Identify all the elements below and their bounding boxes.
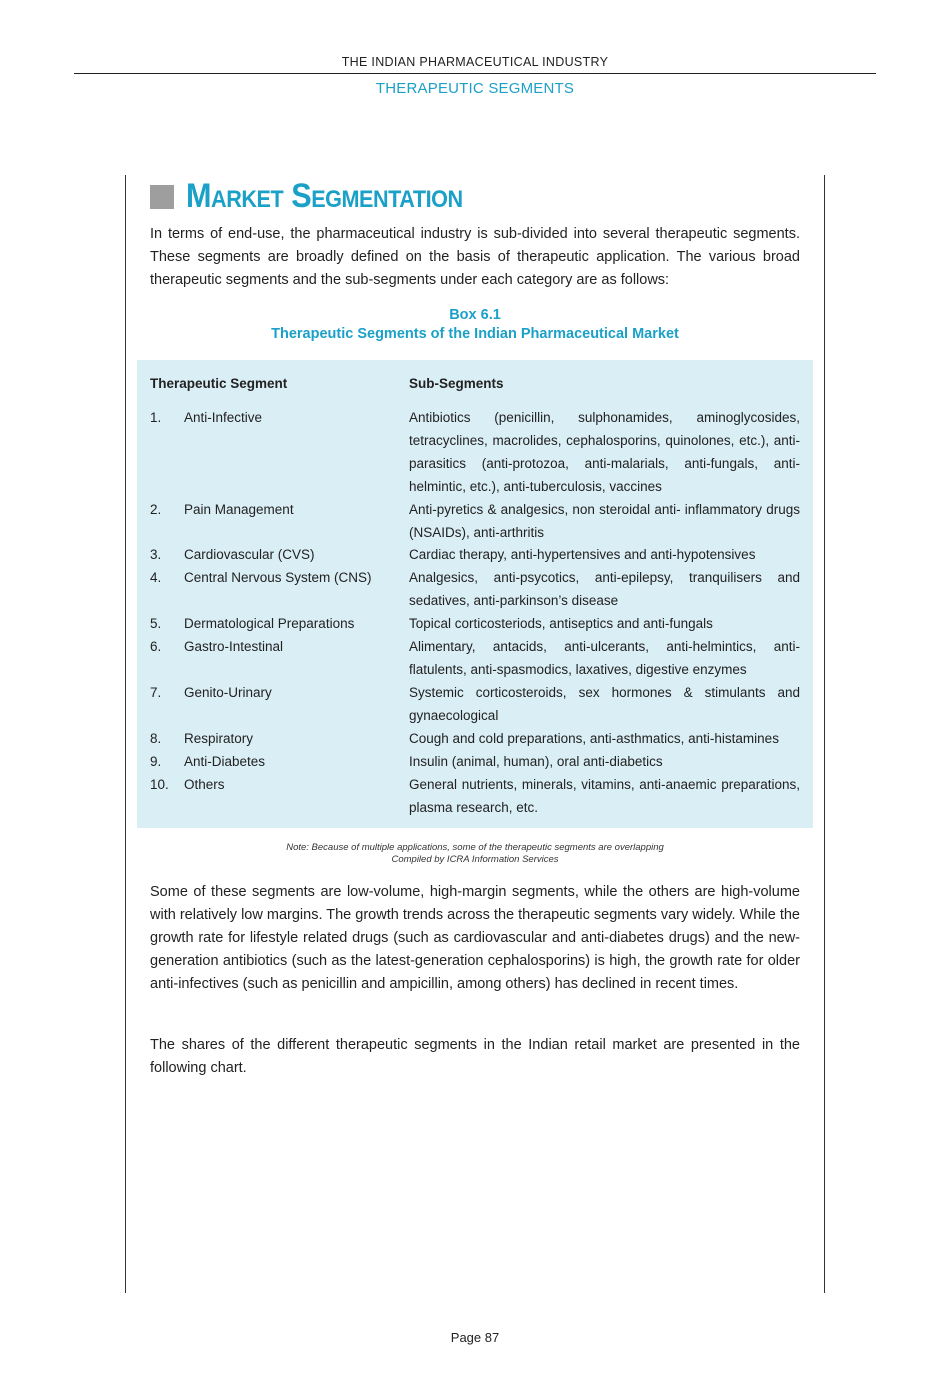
row-subsegments: Systemic corticosteroids, sex hormones & stimulants and gynaecological — [409, 685, 800, 723]
row-segment: Others — [184, 777, 225, 792]
title-square-icon — [150, 185, 174, 209]
box-caption: Therapeutic Segments of the Indian Pharmaceutical Market — [271, 326, 679, 342]
box-source: Compiled by ICRA Information Services — [391, 854, 559, 865]
left-margin-rule — [125, 175, 126, 1293]
body-paragraph: Some of these segments are low-volume, high-margin segments, while the others are high-volume with relatively low margins. The growth trends across the therapeutic segments vary widely. While the growth rate for lifestyle related drugs (such as cardiovascular and anti-diabetes drugs) and the new-generation antibiotics (such as the latest-generation cephalosporins) is high, the growth rate for older anti-infectives (such as penicillin and ampicillin, among others) has declined in recent times. — [150, 884, 800, 992]
row-number: 1. — [150, 410, 162, 425]
row-number: 5. — [150, 616, 162, 631]
row-number: 3. — [150, 547, 162, 562]
row-segment: Anti-Infective — [184, 410, 263, 425]
row-subsegments: Insulin (animal, human), oral anti-diabetics — [409, 754, 663, 769]
row-subsegments: Cough and cold preparations, anti-asthmatics, anti-histamines — [409, 731, 779, 746]
row-segment: Genito-Urinary — [184, 685, 272, 700]
row-number: 4. — [150, 570, 162, 585]
row-subsegments: Topical corticosteriods, antiseptics and anti-fungals — [409, 616, 713, 631]
box-note: Note: Because of multiple applications, some of the therapeutic segments are overlapping — [286, 842, 664, 853]
row-subsegments: Analgesics, anti-psycotics, anti-epilepsy, tranquilisers and sedatives, anti-parkinson’s disease — [409, 570, 800, 608]
row-segment: Central Nervous System (CNS) — [184, 570, 372, 585]
row-subsegments: Anti-pyretics & analgesics, non steroidal anti- inflammatory drugs (NSAIDs), anti-arthritis — [409, 502, 800, 540]
body-paragraph: The shares of the different therapeutic segments in the Indian retail market are presented in the following chart. — [150, 1037, 800, 1076]
row-segment: Dermatological Preparations — [184, 616, 355, 631]
page-title-row — [150, 176, 493, 216]
row-segment: Respiratory — [184, 731, 254, 746]
row-number: 8. — [150, 731, 162, 746]
row-number: 6. — [150, 639, 162, 654]
row-subsegments: Cardiac therapy, anti-hypertensives and anti-hypotensives — [409, 547, 756, 562]
page-title: Market Segmentation — [186, 176, 463, 215]
running-title: THE INDIAN PHARMACEUTICAL INDUSTRY — [341, 55, 609, 69]
column-header-subsegments: Sub-Segments — [409, 376, 504, 391]
row-subsegments: General nutrients, minerals, vitamins, anti-anaemic preparations, plasma research, etc. — [409, 777, 800, 815]
segments-box — [137, 360, 813, 828]
row-number: 7. — [150, 685, 162, 700]
row-segment: Cardiovascular (CVS) — [184, 547, 315, 562]
row-subsegments: Alimentary, antacids, anti-ulcerants, anti-helmintics, anti-flatulents, anti-spasmodics, laxatives, digestive enzymes — [409, 639, 800, 677]
right-margin-rule — [824, 175, 825, 1293]
section-title: THERAPEUTIC SEGMENTS — [375, 80, 575, 97]
row-number: 10. — [150, 777, 169, 792]
intro-paragraph: In terms of end-use, the pharmaceutical industry is sub-divided into several therapeutic segments. These segments are broadly defined on the basis of therapeutic application. The various broad therapeutic segments and the sub-segments under each category are as follows: — [150, 226, 800, 288]
header-rule — [74, 73, 876, 74]
row-number: 2. — [150, 502, 162, 517]
row-segment: Gastro-Intestinal — [184, 639, 284, 654]
row-segment: Pain Management — [184, 502, 294, 517]
row-subsegments: Antibiotics (penicillin, sulphonamides, aminoglycosides, tetracyclines, macrolides, cephalosporins, quinolones, etc.), anti-parasitics (anti-protozoa, anti-malarials, anti-fungals, anti-helmintic, etc.), anti-tuberculosis, vaccines — [409, 410, 800, 494]
column-header-segment: Therapeutic Segment — [150, 376, 288, 391]
row-number: 9. — [150, 754, 162, 769]
row-segment: Anti-Diabetes — [184, 754, 266, 769]
page-number: Page 87 — [450, 1330, 500, 1345]
box-label: Box 6.1 — [449, 307, 501, 323]
